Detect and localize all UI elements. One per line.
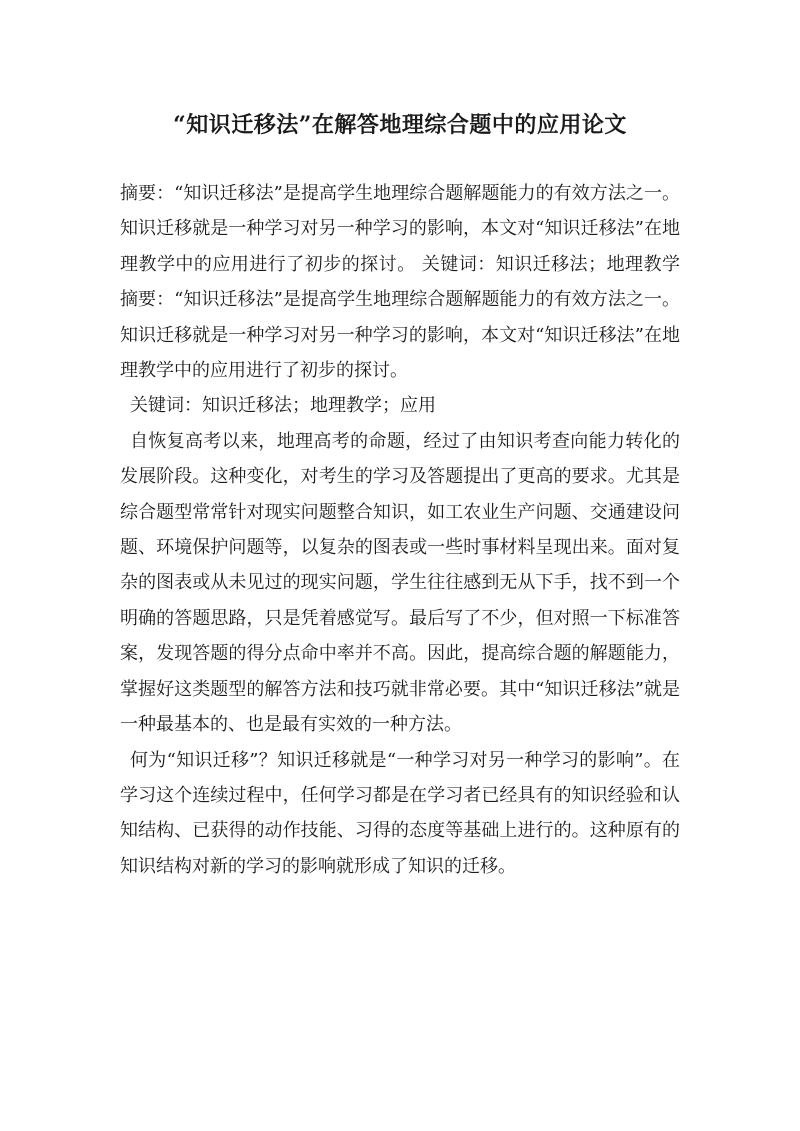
body-paragraph-intro: 自恢复高考以来，地理高考的命题，经过了由知识考查向能力转化的发展阶段。这种变化，对考生的学习及答题提出了更高的要求。尤其是综合题型常常针对现实问题整合知识，如工农业生产问题、交通建设问题、环境保护问题等，以复杂的图表或一些时事材料呈现出来。面对复杂的图表或从未见过的现实问题，学生往往感到无从下手，找不到一个明确的答题思路，只是凭着感觉写。最后写了不少，但对照一下标准答案，发现答题的得分点命中率并不高。因此，提高综合题的解题能力，掌握好这类题型的解答方法和技巧就非常必要。其中“知识迁移法”就是一种最基本的、也是最有实效的一种方法。 [120,430,680,736]
document-title: “知识迁移法”在解答地理综合题中的应用论文 [173,111,627,138]
body-paragraph-definition: 何为“知识迁移”？知识迁移就是“一种学习对另一种学习的影响”。在学习这个连续过程中，任何学习都是在学习者已经具有的知识经验和认知结构、已获得的动作技能、习得的态度等基础上进行的。这种原有的知识结构对新的学习的影响就形成了知识的迁移。 [120,749,680,877]
document-body [120,176,680,884]
abstract-paragraph: 摘要：“知识迁移法”是提高学生地理综合题解题能力的有效方法之一。知识迁移就是一种学习对另一种学习的影响，本文对“知识迁移法”在地理教学中的应用进行了初步的探讨。 关键词：知识迁移法；地理教学 摘要：“知识迁移法”是提高学生地理综合题解题能力的有效方法之一。知识迁移就是一种学习对另一种学习的影响，本文对“知识迁移法”在地理教学中的应用进行了初步的探讨。 [120,183,680,382]
keywords-paragraph: 关键词：知识迁移法；地理教学；应用 [130,395,436,417]
